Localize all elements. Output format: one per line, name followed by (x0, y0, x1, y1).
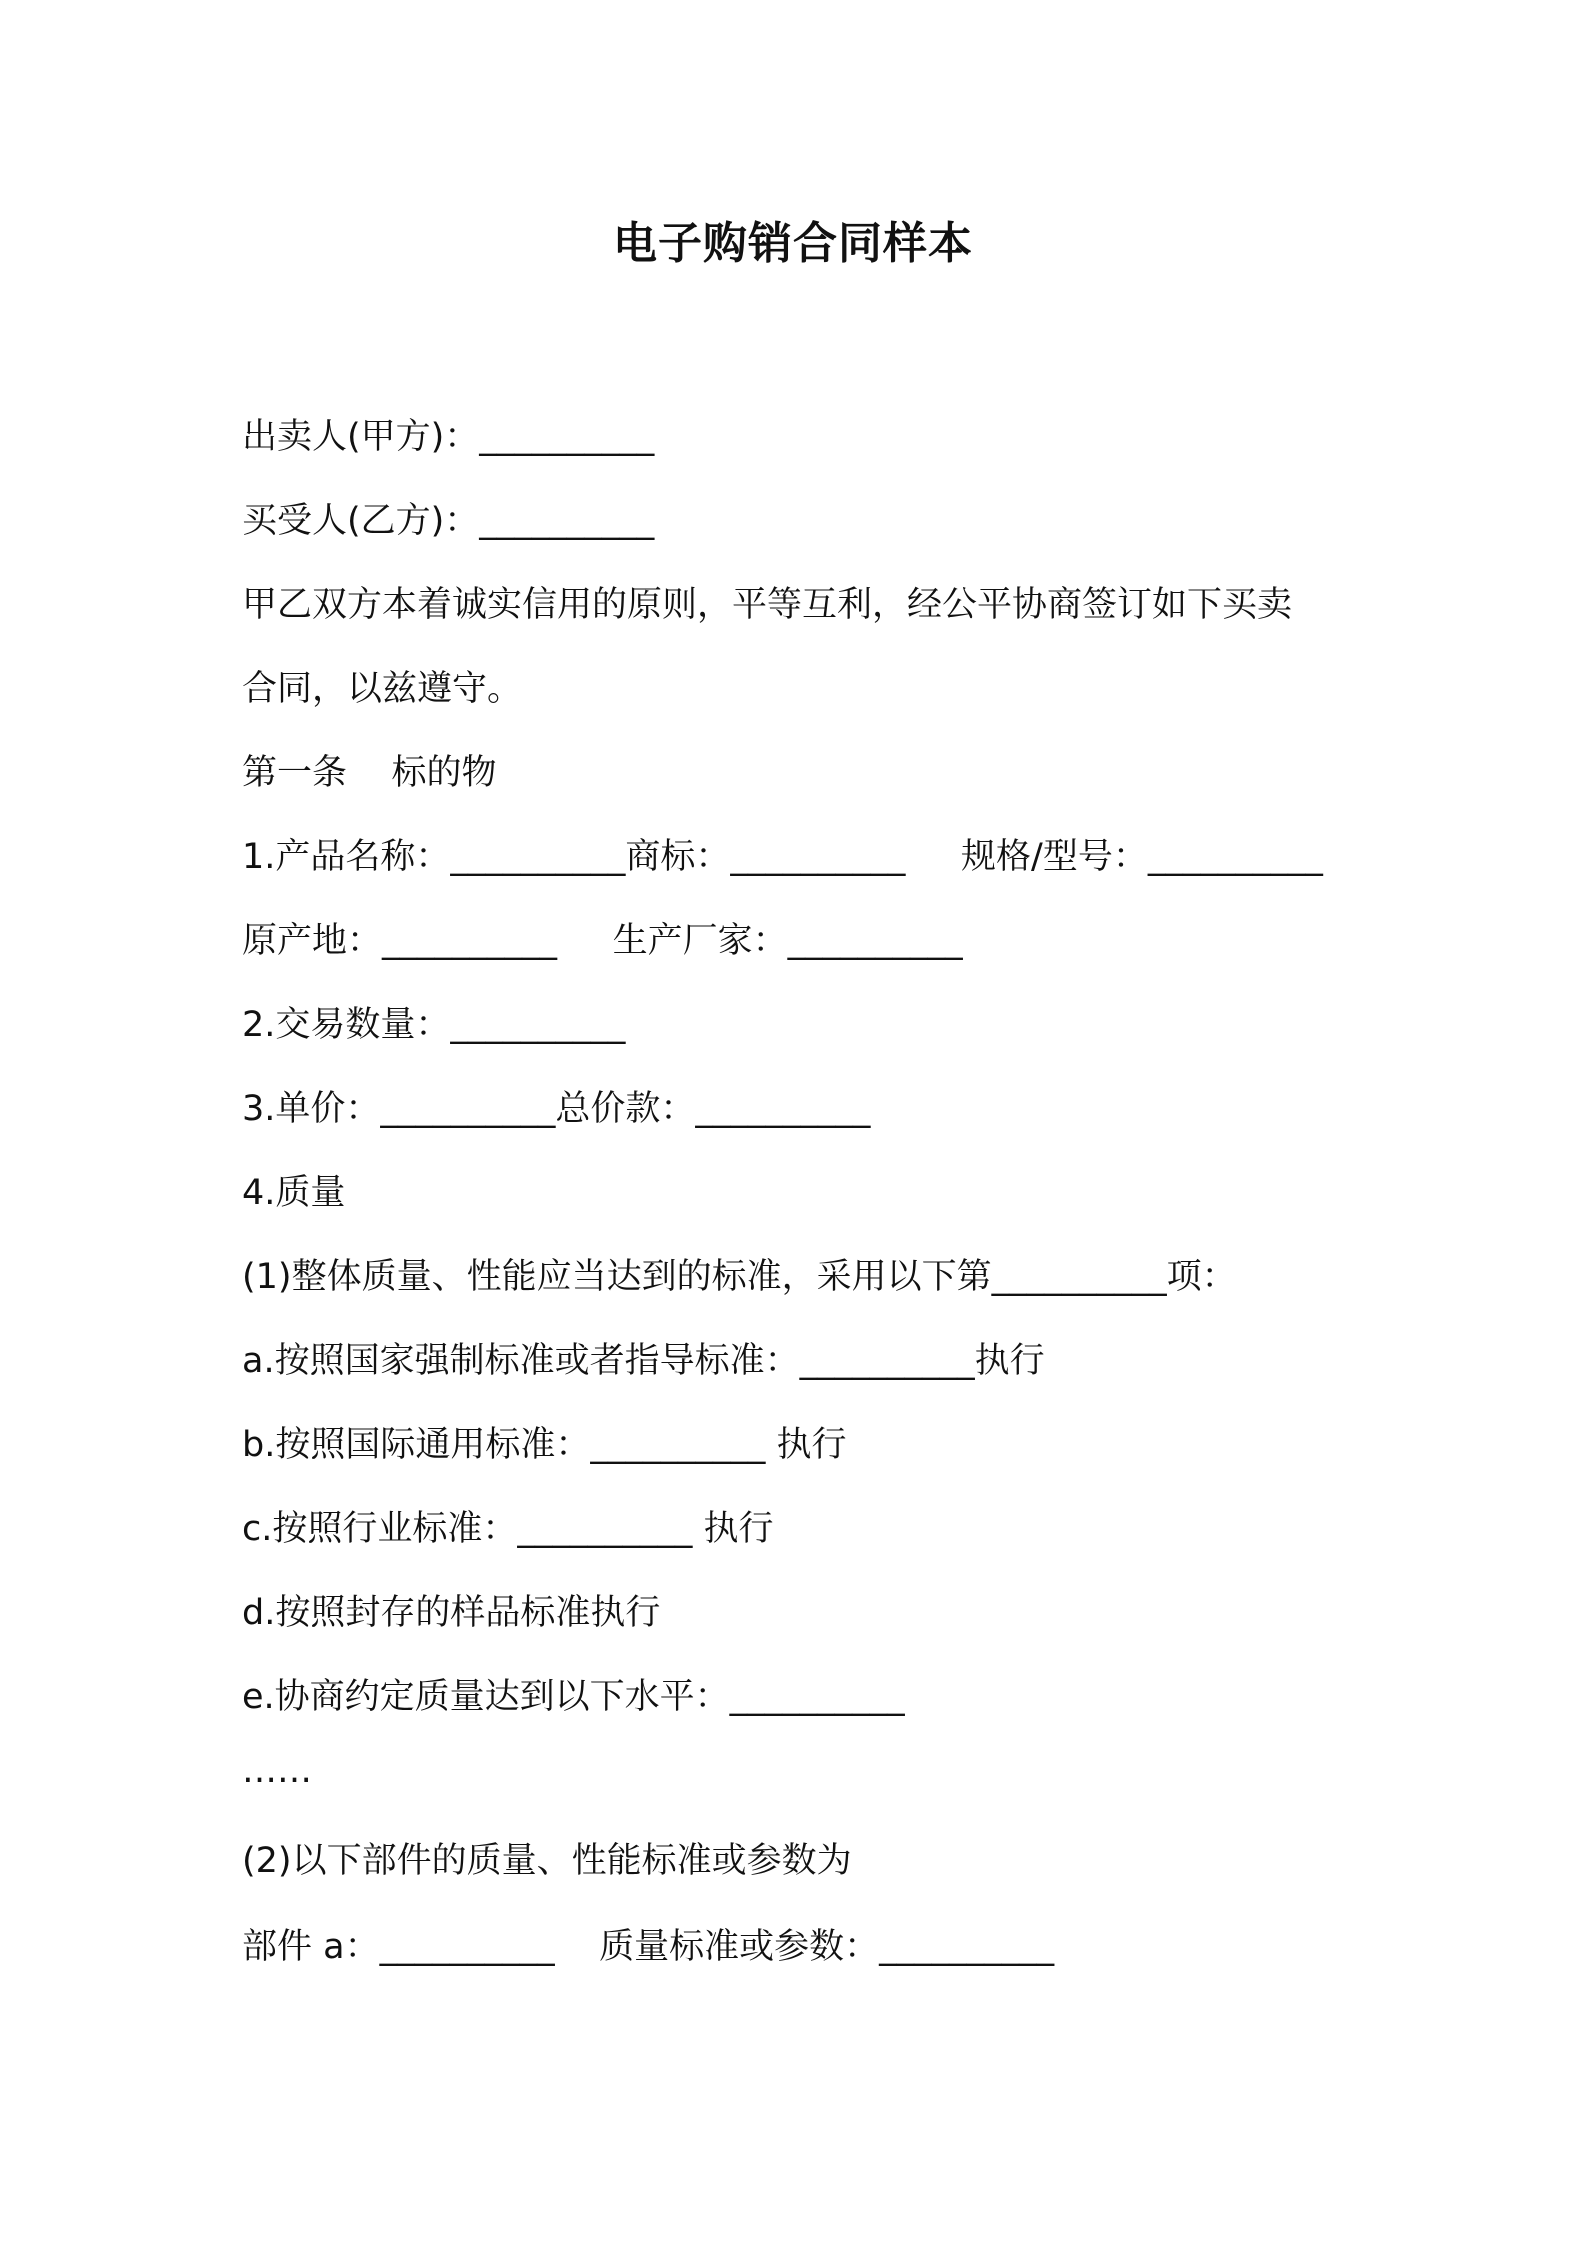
quality-heading: 4.质量 (242, 1173, 346, 1213)
parts-heading: (2)以下部件的质量、性能标准或参数为 (242, 1841, 852, 1881)
ellipsis-line: …… (242, 1751, 312, 1791)
origin-line: 原产地：__________ 生产厂家：__________ (242, 921, 963, 961)
price-line: 3.单价：__________总价款：__________ (242, 1089, 871, 1129)
quality-standard-line: (1)整体质量、性能应当达到的标准，采用以下第__________项： (242, 1257, 1237, 1297)
option-a-line: a.按照国家强制标准或者指导标准：__________执行 (242, 1341, 1045, 1381)
preamble-line-1: 甲乙双方本着诚实信用的原则，平等互利，经公平协商签订如下买卖 (242, 585, 1293, 625)
buyer-line: 买受人(乙方)：__________ (242, 501, 655, 541)
option-c-line: c.按照行业标准：__________ 执行 (242, 1509, 774, 1549)
document-title: 电子购销合同样本 (613, 218, 973, 269)
quantity-line: 2.交易数量：__________ (242, 1005, 626, 1045)
option-d-line: d.按照封存的样品标准执行 (242, 1593, 661, 1633)
seller-line: 出卖人(甲方)：__________ (242, 417, 655, 457)
preamble-line-2: 合同，以兹遵守。 (242, 669, 523, 709)
product-name-line: 1.产品名称：__________商标：__________ 规格/型号：__________ (242, 837, 1323, 877)
option-b-line: b.按照国际通用标准：__________ 执行 (242, 1425, 847, 1465)
article-one-heading: 第一条 标的物 (242, 753, 497, 793)
part-a-line: 部件 a：__________ 质量标准或参数：__________ (242, 1927, 1055, 1967)
option-e-line: e.协商约定质量达到以下水平：__________ (242, 1677, 905, 1717)
